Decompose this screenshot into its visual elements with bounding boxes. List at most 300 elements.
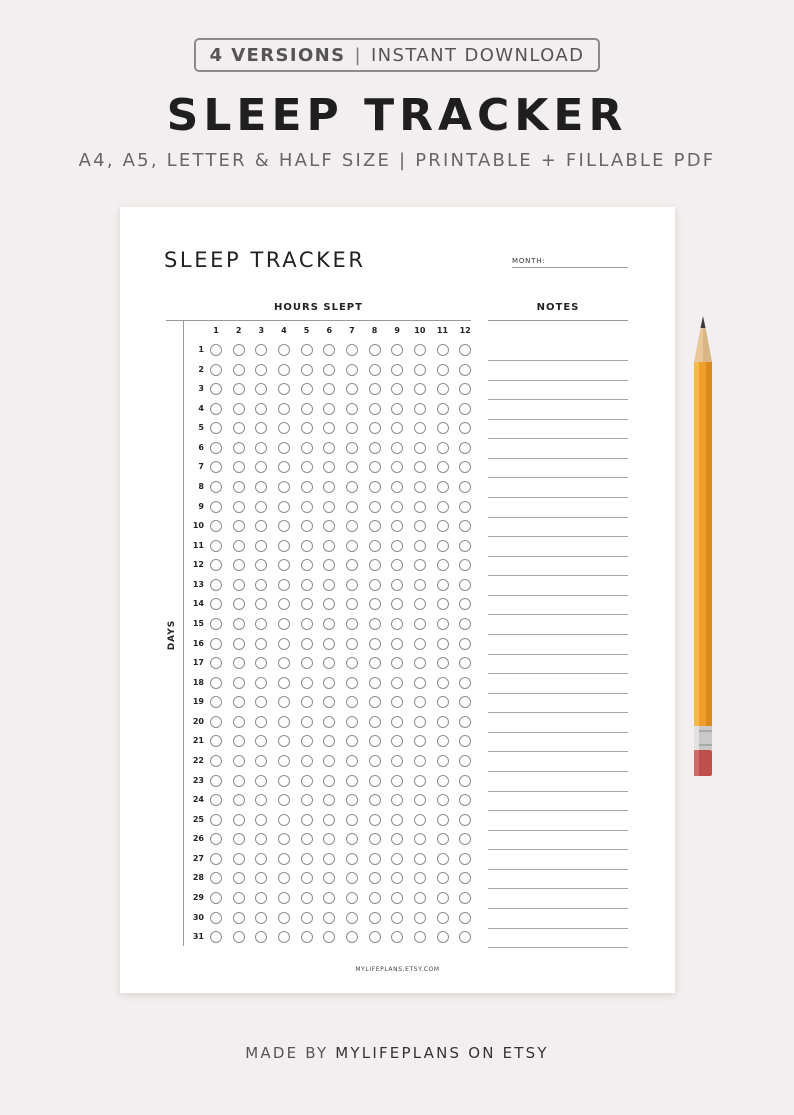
sleep-hour-bubble[interactable] bbox=[346, 677, 358, 689]
note-line[interactable] bbox=[488, 654, 628, 655]
sleep-hour-bubble[interactable] bbox=[459, 481, 471, 493]
sleep-hour-bubble[interactable] bbox=[414, 794, 426, 806]
sleep-hour-bubble[interactable] bbox=[210, 755, 222, 767]
sleep-hour-bubble[interactable] bbox=[459, 872, 471, 884]
sleep-hour-bubble[interactable] bbox=[346, 912, 358, 924]
sleep-hour-bubble[interactable] bbox=[369, 735, 381, 747]
sleep-hour-bubble[interactable] bbox=[346, 638, 358, 650]
sleep-hour-bubble[interactable] bbox=[369, 422, 381, 434]
sleep-hour-bubble[interactable] bbox=[233, 794, 245, 806]
sleep-hour-bubble[interactable] bbox=[459, 696, 471, 708]
sleep-hour-bubble[interactable] bbox=[459, 677, 471, 689]
sleep-hour-bubble[interactable] bbox=[323, 833, 335, 845]
sleep-hour-bubble[interactable] bbox=[233, 657, 245, 669]
sleep-hour-bubble[interactable] bbox=[255, 344, 267, 356]
sleep-hour-bubble[interactable] bbox=[301, 520, 313, 532]
sleep-hour-bubble[interactable] bbox=[369, 403, 381, 415]
sleep-hour-bubble[interactable] bbox=[437, 383, 449, 395]
sleep-hour-bubble[interactable] bbox=[369, 794, 381, 806]
sleep-hour-bubble[interactable] bbox=[278, 931, 290, 943]
sleep-hour-bubble[interactable] bbox=[278, 598, 290, 610]
sleep-hour-bubble[interactable] bbox=[437, 598, 449, 610]
sleep-hour-bubble[interactable] bbox=[437, 618, 449, 630]
sleep-hour-bubble[interactable] bbox=[233, 755, 245, 767]
sleep-hour-bubble[interactable] bbox=[323, 618, 335, 630]
sleep-hour-bubble[interactable] bbox=[301, 794, 313, 806]
sleep-hour-bubble[interactable] bbox=[323, 364, 335, 376]
sleep-hour-bubble[interactable] bbox=[233, 344, 245, 356]
sleep-hour-bubble[interactable] bbox=[437, 794, 449, 806]
sleep-hour-bubble[interactable] bbox=[437, 403, 449, 415]
sleep-hour-bubble[interactable] bbox=[301, 696, 313, 708]
sleep-hour-bubble[interactable] bbox=[369, 598, 381, 610]
sleep-hour-bubble[interactable] bbox=[210, 618, 222, 630]
sleep-hour-bubble[interactable] bbox=[301, 579, 313, 591]
sleep-hour-bubble[interactable] bbox=[437, 559, 449, 571]
sleep-hour-bubble[interactable] bbox=[391, 677, 403, 689]
sleep-hour-bubble[interactable] bbox=[233, 540, 245, 552]
sleep-hour-bubble[interactable] bbox=[255, 755, 267, 767]
sleep-hour-bubble[interactable] bbox=[346, 618, 358, 630]
sleep-hour-bubble[interactable] bbox=[323, 579, 335, 591]
note-line[interactable] bbox=[488, 556, 628, 557]
sleep-hour-bubble[interactable] bbox=[391, 775, 403, 787]
sleep-hour-bubble[interactable] bbox=[323, 696, 335, 708]
sleep-hour-bubble[interactable] bbox=[459, 461, 471, 473]
sleep-hour-bubble[interactable] bbox=[369, 755, 381, 767]
sleep-hour-bubble[interactable] bbox=[278, 735, 290, 747]
sleep-hour-bubble[interactable] bbox=[391, 442, 403, 454]
sleep-hour-bubble[interactable] bbox=[255, 912, 267, 924]
sleep-hour-bubble[interactable] bbox=[210, 559, 222, 571]
sleep-hour-bubble[interactable] bbox=[233, 912, 245, 924]
sleep-hour-bubble[interactable] bbox=[391, 481, 403, 493]
sleep-hour-bubble[interactable] bbox=[255, 383, 267, 395]
sleep-hour-bubble[interactable] bbox=[210, 872, 222, 884]
sleep-hour-bubble[interactable] bbox=[459, 618, 471, 630]
sleep-hour-bubble[interactable] bbox=[391, 833, 403, 845]
sleep-hour-bubble[interactable] bbox=[346, 657, 358, 669]
sleep-hour-bubble[interactable] bbox=[233, 501, 245, 513]
sleep-hour-bubble[interactable] bbox=[323, 657, 335, 669]
sleep-hour-bubble[interactable] bbox=[233, 931, 245, 943]
sleep-hour-bubble[interactable] bbox=[437, 344, 449, 356]
sleep-hour-bubble[interactable] bbox=[369, 833, 381, 845]
sleep-hour-bubble[interactable] bbox=[414, 735, 426, 747]
sleep-hour-bubble[interactable] bbox=[255, 559, 267, 571]
sleep-hour-bubble[interactable] bbox=[233, 735, 245, 747]
sleep-hour-bubble[interactable] bbox=[255, 872, 267, 884]
note-line[interactable] bbox=[488, 751, 628, 752]
sleep-hour-bubble[interactable] bbox=[369, 364, 381, 376]
sleep-hour-bubble[interactable] bbox=[437, 364, 449, 376]
sleep-hour-bubble[interactable] bbox=[414, 598, 426, 610]
sleep-hour-bubble[interactable] bbox=[255, 853, 267, 865]
sleep-hour-bubble[interactable] bbox=[323, 598, 335, 610]
sleep-hour-bubble[interactable] bbox=[437, 912, 449, 924]
sleep-hour-bubble[interactable] bbox=[346, 540, 358, 552]
sleep-hour-bubble[interactable] bbox=[233, 422, 245, 434]
sleep-hour-bubble[interactable] bbox=[391, 598, 403, 610]
sleep-hour-bubble[interactable] bbox=[459, 442, 471, 454]
sleep-hour-bubble[interactable] bbox=[391, 716, 403, 728]
sleep-hour-bubble[interactable] bbox=[323, 422, 335, 434]
sleep-hour-bubble[interactable] bbox=[391, 657, 403, 669]
sleep-hour-bubble[interactable] bbox=[459, 540, 471, 552]
sleep-hour-bubble[interactable] bbox=[369, 579, 381, 591]
sleep-hour-bubble[interactable] bbox=[278, 755, 290, 767]
sleep-hour-bubble[interactable] bbox=[346, 461, 358, 473]
sleep-hour-bubble[interactable] bbox=[346, 931, 358, 943]
sleep-hour-bubble[interactable] bbox=[301, 481, 313, 493]
sleep-hour-bubble[interactable] bbox=[301, 735, 313, 747]
sleep-hour-bubble[interactable] bbox=[459, 775, 471, 787]
sleep-hour-bubble[interactable] bbox=[414, 657, 426, 669]
note-line[interactable] bbox=[488, 947, 628, 948]
sleep-hour-bubble[interactable] bbox=[210, 520, 222, 532]
sleep-hour-bubble[interactable] bbox=[369, 520, 381, 532]
sleep-hour-bubble[interactable] bbox=[301, 657, 313, 669]
sleep-hour-bubble[interactable] bbox=[255, 892, 267, 904]
sleep-hour-bubble[interactable] bbox=[391, 364, 403, 376]
sleep-hour-bubble[interactable] bbox=[255, 814, 267, 826]
sleep-hour-bubble[interactable] bbox=[278, 814, 290, 826]
sleep-hour-bubble[interactable] bbox=[459, 598, 471, 610]
note-line[interactable] bbox=[488, 536, 628, 537]
sleep-hour-bubble[interactable] bbox=[346, 403, 358, 415]
sleep-hour-bubble[interactable] bbox=[323, 814, 335, 826]
sleep-hour-bubble[interactable] bbox=[210, 794, 222, 806]
sleep-hour-bubble[interactable] bbox=[278, 364, 290, 376]
sleep-hour-bubble[interactable] bbox=[278, 638, 290, 650]
sleep-hour-bubble[interactable] bbox=[459, 559, 471, 571]
sleep-hour-bubble[interactable] bbox=[323, 775, 335, 787]
sleep-hour-bubble[interactable] bbox=[233, 833, 245, 845]
sleep-hour-bubble[interactable] bbox=[301, 638, 313, 650]
sleep-hour-bubble[interactable] bbox=[210, 716, 222, 728]
sleep-hour-bubble[interactable] bbox=[255, 931, 267, 943]
sleep-hour-bubble[interactable] bbox=[323, 912, 335, 924]
sleep-hour-bubble[interactable] bbox=[437, 735, 449, 747]
sleep-hour-bubble[interactable] bbox=[323, 383, 335, 395]
sleep-hour-bubble[interactable] bbox=[414, 853, 426, 865]
sleep-hour-bubble[interactable] bbox=[459, 422, 471, 434]
sleep-hour-bubble[interactable] bbox=[414, 618, 426, 630]
sleep-hour-bubble[interactable] bbox=[369, 716, 381, 728]
sleep-hour-bubble[interactable] bbox=[414, 892, 426, 904]
sleep-hour-bubble[interactable] bbox=[278, 657, 290, 669]
sleep-hour-bubble[interactable] bbox=[414, 696, 426, 708]
sleep-hour-bubble[interactable] bbox=[323, 520, 335, 532]
sleep-hour-bubble[interactable] bbox=[346, 422, 358, 434]
sleep-hour-bubble[interactable] bbox=[278, 501, 290, 513]
sleep-hour-bubble[interactable] bbox=[210, 814, 222, 826]
sleep-hour-bubble[interactable] bbox=[391, 520, 403, 532]
sleep-hour-bubble[interactable] bbox=[346, 442, 358, 454]
sleep-hour-bubble[interactable] bbox=[210, 638, 222, 650]
sleep-hour-bubble[interactable] bbox=[437, 422, 449, 434]
sleep-hour-bubble[interactable] bbox=[414, 442, 426, 454]
sleep-hour-bubble[interactable] bbox=[255, 716, 267, 728]
note-line[interactable] bbox=[488, 849, 628, 850]
sleep-hour-bubble[interactable] bbox=[459, 344, 471, 356]
sleep-hour-bubble[interactable] bbox=[278, 853, 290, 865]
sleep-hour-bubble[interactable] bbox=[233, 618, 245, 630]
sleep-hour-bubble[interactable] bbox=[459, 853, 471, 865]
sleep-hour-bubble[interactable] bbox=[437, 501, 449, 513]
sleep-hour-bubble[interactable] bbox=[301, 598, 313, 610]
sleep-hour-bubble[interactable] bbox=[278, 383, 290, 395]
sleep-hour-bubble[interactable] bbox=[301, 383, 313, 395]
sleep-hour-bubble[interactable] bbox=[459, 735, 471, 747]
sleep-hour-bubble[interactable] bbox=[414, 403, 426, 415]
sleep-hour-bubble[interactable] bbox=[459, 794, 471, 806]
sleep-hour-bubble[interactable] bbox=[301, 853, 313, 865]
sleep-hour-bubble[interactable] bbox=[414, 501, 426, 513]
sleep-hour-bubble[interactable] bbox=[391, 794, 403, 806]
sleep-hour-bubble[interactable] bbox=[255, 422, 267, 434]
sleep-hour-bubble[interactable] bbox=[391, 618, 403, 630]
sleep-hour-bubble[interactable] bbox=[210, 677, 222, 689]
sleep-hour-bubble[interactable] bbox=[346, 794, 358, 806]
sleep-hour-bubble[interactable] bbox=[369, 618, 381, 630]
sleep-hour-bubble[interactable] bbox=[369, 559, 381, 571]
sleep-hour-bubble[interactable] bbox=[323, 872, 335, 884]
note-line[interactable] bbox=[488, 595, 628, 596]
sleep-hour-bubble[interactable] bbox=[255, 794, 267, 806]
sleep-hour-bubble[interactable] bbox=[255, 657, 267, 669]
sleep-hour-bubble[interactable] bbox=[278, 403, 290, 415]
note-line[interactable] bbox=[488, 732, 628, 733]
sleep-hour-bubble[interactable] bbox=[255, 501, 267, 513]
sleep-hour-bubble[interactable] bbox=[301, 501, 313, 513]
sleep-hour-bubble[interactable] bbox=[210, 501, 222, 513]
sleep-hour-bubble[interactable] bbox=[391, 755, 403, 767]
sleep-hour-bubble[interactable] bbox=[346, 833, 358, 845]
sleep-hour-bubble[interactable] bbox=[391, 892, 403, 904]
sleep-hour-bubble[interactable] bbox=[278, 344, 290, 356]
sleep-hour-bubble[interactable] bbox=[233, 442, 245, 454]
sleep-hour-bubble[interactable] bbox=[369, 912, 381, 924]
sleep-hour-bubble[interactable] bbox=[323, 540, 335, 552]
sleep-hour-bubble[interactable] bbox=[301, 540, 313, 552]
sleep-hour-bubble[interactable] bbox=[255, 638, 267, 650]
sleep-hour-bubble[interactable] bbox=[233, 579, 245, 591]
note-line[interactable] bbox=[488, 614, 628, 615]
sleep-hour-bubble[interactable] bbox=[233, 853, 245, 865]
note-line[interactable] bbox=[488, 497, 628, 498]
sleep-hour-bubble[interactable] bbox=[301, 364, 313, 376]
sleep-hour-bubble[interactable] bbox=[391, 912, 403, 924]
sleep-hour-bubble[interactable] bbox=[301, 775, 313, 787]
sleep-hour-bubble[interactable] bbox=[391, 403, 403, 415]
sleep-hour-bubble[interactable] bbox=[414, 422, 426, 434]
sleep-hour-bubble[interactable] bbox=[437, 481, 449, 493]
sleep-hour-bubble[interactable] bbox=[301, 912, 313, 924]
sleep-hour-bubble[interactable] bbox=[323, 559, 335, 571]
sleep-hour-bubble[interactable] bbox=[437, 755, 449, 767]
sleep-hour-bubble[interactable] bbox=[323, 794, 335, 806]
sleep-hour-bubble[interactable] bbox=[278, 540, 290, 552]
sleep-hour-bubble[interactable] bbox=[414, 579, 426, 591]
sleep-hour-bubble[interactable] bbox=[323, 461, 335, 473]
sleep-hour-bubble[interactable] bbox=[210, 461, 222, 473]
sleep-hour-bubble[interactable] bbox=[437, 716, 449, 728]
sleep-hour-bubble[interactable] bbox=[233, 892, 245, 904]
sleep-hour-bubble[interactable] bbox=[210, 833, 222, 845]
sleep-hour-bubble[interactable] bbox=[414, 364, 426, 376]
sleep-hour-bubble[interactable] bbox=[323, 481, 335, 493]
sleep-hour-bubble[interactable] bbox=[391, 579, 403, 591]
note-line[interactable] bbox=[488, 888, 628, 889]
sleep-hour-bubble[interactable] bbox=[414, 461, 426, 473]
sleep-hour-bubble[interactable] bbox=[278, 716, 290, 728]
sleep-hour-bubble[interactable] bbox=[391, 501, 403, 513]
sleep-hour-bubble[interactable] bbox=[278, 579, 290, 591]
sleep-hour-bubble[interactable] bbox=[301, 892, 313, 904]
sleep-hour-bubble[interactable] bbox=[459, 403, 471, 415]
sleep-hour-bubble[interactable] bbox=[255, 677, 267, 689]
sleep-hour-bubble[interactable] bbox=[414, 383, 426, 395]
sleep-hour-bubble[interactable] bbox=[301, 931, 313, 943]
sleep-hour-bubble[interactable] bbox=[210, 422, 222, 434]
sleep-hour-bubble[interactable] bbox=[278, 442, 290, 454]
sleep-hour-bubble[interactable] bbox=[255, 598, 267, 610]
sleep-hour-bubble[interactable] bbox=[346, 383, 358, 395]
sleep-hour-bubble[interactable] bbox=[459, 931, 471, 943]
sleep-hour-bubble[interactable] bbox=[210, 364, 222, 376]
sleep-hour-bubble[interactable] bbox=[210, 383, 222, 395]
sleep-hour-bubble[interactable] bbox=[437, 677, 449, 689]
sleep-hour-bubble[interactable] bbox=[346, 716, 358, 728]
sleep-hour-bubble[interactable] bbox=[255, 833, 267, 845]
note-line[interactable] bbox=[488, 438, 628, 439]
note-line[interactable] bbox=[488, 477, 628, 478]
sleep-hour-bubble[interactable] bbox=[323, 403, 335, 415]
sleep-hour-bubble[interactable] bbox=[437, 814, 449, 826]
sleep-hour-bubble[interactable] bbox=[278, 677, 290, 689]
sleep-hour-bubble[interactable] bbox=[301, 442, 313, 454]
sleep-hour-bubble[interactable] bbox=[437, 853, 449, 865]
sleep-hour-bubble[interactable] bbox=[437, 579, 449, 591]
sleep-hour-bubble[interactable] bbox=[391, 422, 403, 434]
sleep-hour-bubble[interactable] bbox=[369, 677, 381, 689]
sleep-hour-bubble[interactable] bbox=[346, 481, 358, 493]
sleep-hour-bubble[interactable] bbox=[414, 833, 426, 845]
sleep-hour-bubble[interactable] bbox=[414, 716, 426, 728]
sleep-hour-bubble[interactable] bbox=[255, 735, 267, 747]
sleep-hour-bubble[interactable] bbox=[233, 872, 245, 884]
sleep-hour-bubble[interactable] bbox=[323, 892, 335, 904]
sleep-hour-bubble[interactable] bbox=[369, 696, 381, 708]
sleep-hour-bubble[interactable] bbox=[346, 814, 358, 826]
sleep-hour-bubble[interactable] bbox=[233, 403, 245, 415]
sleep-hour-bubble[interactable] bbox=[323, 755, 335, 767]
sleep-hour-bubble[interactable] bbox=[323, 735, 335, 747]
sleep-hour-bubble[interactable] bbox=[255, 403, 267, 415]
sleep-hour-bubble[interactable] bbox=[369, 540, 381, 552]
sleep-hour-bubble[interactable] bbox=[323, 716, 335, 728]
note-line[interactable] bbox=[488, 399, 628, 400]
sleep-hour-bubble[interactable] bbox=[437, 540, 449, 552]
sleep-hour-bubble[interactable] bbox=[459, 814, 471, 826]
sleep-hour-bubble[interactable] bbox=[414, 677, 426, 689]
sleep-hour-bubble[interactable] bbox=[210, 735, 222, 747]
sleep-hour-bubble[interactable] bbox=[233, 520, 245, 532]
sleep-hour-bubble[interactable] bbox=[369, 775, 381, 787]
sleep-hour-bubble[interactable] bbox=[459, 520, 471, 532]
sleep-hour-bubble[interactable] bbox=[459, 657, 471, 669]
sleep-hour-bubble[interactable] bbox=[459, 912, 471, 924]
sleep-hour-bubble[interactable] bbox=[437, 696, 449, 708]
sleep-hour-bubble[interactable] bbox=[437, 657, 449, 669]
sleep-hour-bubble[interactable] bbox=[255, 520, 267, 532]
sleep-hour-bubble[interactable] bbox=[437, 442, 449, 454]
sleep-hour-bubble[interactable] bbox=[278, 696, 290, 708]
sleep-hour-bubble[interactable] bbox=[391, 853, 403, 865]
sleep-hour-bubble[interactable] bbox=[459, 755, 471, 767]
sleep-hour-bubble[interactable] bbox=[369, 501, 381, 513]
sleep-hour-bubble[interactable] bbox=[278, 794, 290, 806]
sleep-hour-bubble[interactable] bbox=[346, 853, 358, 865]
sleep-hour-bubble[interactable] bbox=[346, 501, 358, 513]
sleep-hour-bubble[interactable] bbox=[210, 912, 222, 924]
sleep-hour-bubble[interactable] bbox=[301, 814, 313, 826]
sleep-hour-bubble[interactable] bbox=[210, 442, 222, 454]
sleep-hour-bubble[interactable] bbox=[323, 677, 335, 689]
note-line[interactable] bbox=[488, 908, 628, 909]
note-line[interactable] bbox=[488, 634, 628, 635]
sleep-hour-bubble[interactable] bbox=[459, 833, 471, 845]
sleep-hour-bubble[interactable] bbox=[391, 540, 403, 552]
sleep-hour-bubble[interactable] bbox=[369, 657, 381, 669]
sleep-hour-bubble[interactable] bbox=[346, 520, 358, 532]
sleep-hour-bubble[interactable] bbox=[391, 461, 403, 473]
note-line[interactable] bbox=[488, 360, 628, 361]
sleep-hour-bubble[interactable] bbox=[278, 775, 290, 787]
sleep-hour-bubble[interactable] bbox=[210, 344, 222, 356]
note-line[interactable] bbox=[488, 693, 628, 694]
sleep-hour-bubble[interactable] bbox=[210, 579, 222, 591]
sleep-hour-bubble[interactable] bbox=[414, 638, 426, 650]
sleep-hour-bubble[interactable] bbox=[437, 892, 449, 904]
sleep-hour-bubble[interactable] bbox=[391, 344, 403, 356]
sleep-hour-bubble[interactable] bbox=[255, 442, 267, 454]
sleep-hour-bubble[interactable] bbox=[255, 618, 267, 630]
sleep-hour-bubble[interactable] bbox=[210, 598, 222, 610]
sleep-hour-bubble[interactable] bbox=[278, 481, 290, 493]
sleep-hour-bubble[interactable] bbox=[233, 559, 245, 571]
sleep-hour-bubble[interactable] bbox=[233, 814, 245, 826]
sleep-hour-bubble[interactable] bbox=[323, 344, 335, 356]
sleep-hour-bubble[interactable] bbox=[346, 598, 358, 610]
sleep-hour-bubble[interactable] bbox=[323, 931, 335, 943]
sleep-hour-bubble[interactable] bbox=[346, 364, 358, 376]
sleep-hour-bubble[interactable] bbox=[346, 559, 358, 571]
sleep-hour-bubble[interactable] bbox=[346, 344, 358, 356]
sleep-hour-bubble[interactable] bbox=[255, 540, 267, 552]
note-line[interactable] bbox=[488, 419, 628, 420]
note-line[interactable] bbox=[488, 830, 628, 831]
note-line[interactable] bbox=[488, 673, 628, 674]
note-line[interactable] bbox=[488, 575, 628, 576]
sleep-hour-bubble[interactable] bbox=[437, 931, 449, 943]
sleep-hour-bubble[interactable] bbox=[301, 344, 313, 356]
note-line[interactable] bbox=[488, 517, 628, 518]
sleep-hour-bubble[interactable] bbox=[210, 931, 222, 943]
sleep-hour-bubble[interactable] bbox=[278, 892, 290, 904]
sleep-hour-bubble[interactable] bbox=[210, 892, 222, 904]
